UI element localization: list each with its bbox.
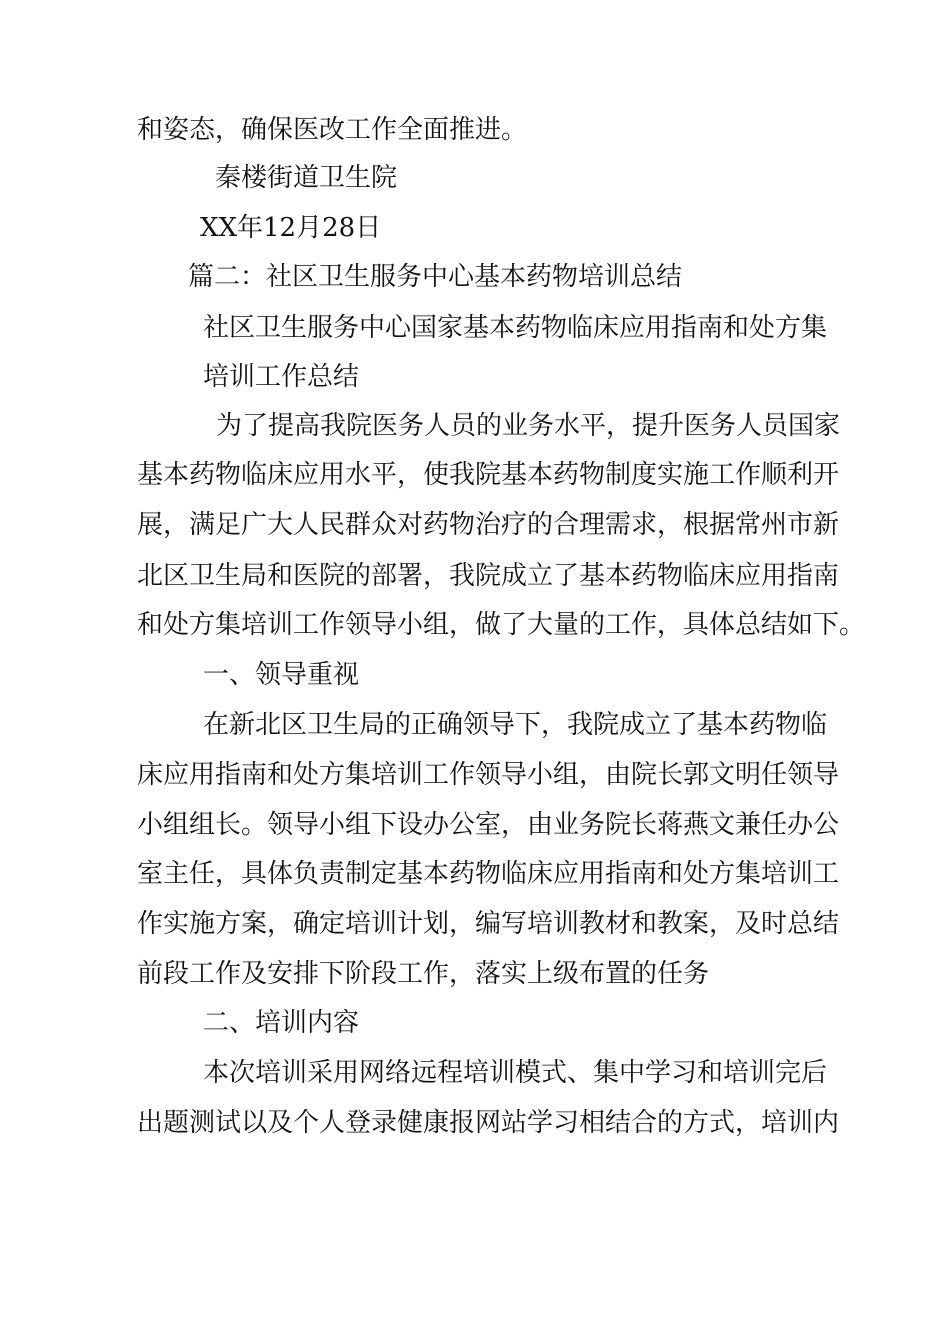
document-title-line-2: 培训工作总结 — [203, 362, 360, 392]
paragraph-line: 基本药物临床应用水平，使我院基本药物制度实施工作顺利开 — [137, 460, 840, 490]
paragraph-line: 小组组长。领导小组下设办公室，由业务院长蒋燕文兼任办公 — [137, 810, 840, 840]
paragraph-line: 为了提高我院医务人员的业务水平，提升医务人员国家 — [216, 411, 841, 441]
paragraph-line: 和处方集培训工作领导小组，做了大量的工作，具体总结如下。 — [137, 610, 866, 640]
signature-organization: 秦楼街道卫生院 — [215, 163, 398, 193]
paragraph-line: 出题测试以及个人登录健康报网站学习相结合的方式，培训内 — [137, 1108, 840, 1138]
paragraph-line: 北区卫生局和医院的部署，我院成立了基本药物临床应用指南 — [137, 561, 840, 591]
document-title-line-1: 社区卫生服务中心国家基本药物临床应用指南和处方集 — [203, 313, 828, 343]
paragraph-line: 前段工作及安排下阶段工作，落实上级布置的任务 — [137, 959, 710, 989]
paragraph-line: 和姿态，确保医改工作全面推进。 — [137, 115, 528, 145]
paragraph-line: 展，满足广大人民群众对药物治疗的合理需求，根据常州市新 — [137, 510, 840, 540]
paragraph-line: 作实施方案，确定培训计划，编写培训教材和教案，及时总结 — [137, 909, 840, 939]
paragraph-line: 在新北区卫生局的正确领导下，我院成立了基本药物临 — [203, 710, 828, 740]
paragraph-line: 床应用指南和处方集培训工作领导小组，由院长郭文明任领导 — [137, 760, 840, 790]
heading-leadership: 一、领导重视 — [203, 660, 360, 690]
heading-training-content: 二、培训内容 — [203, 1008, 360, 1038]
paragraph-line: 本次培训采用网络远程培训模式、集中学习和培训完后 — [203, 1058, 828, 1088]
section-title: 篇二：社区卫生服务中心基本药物培训总结 — [188, 262, 683, 292]
paragraph-line: 室主任，具体负责制定基本药物临床应用指南和处方集培训工 — [137, 859, 840, 889]
signature-date: XX年12月28日 — [200, 213, 382, 243]
